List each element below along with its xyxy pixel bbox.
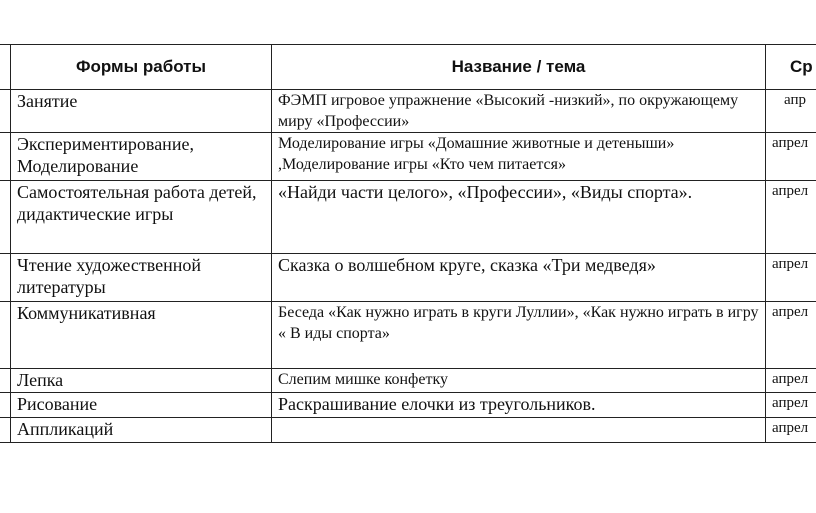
row-number-cell (0, 254, 11, 302)
table-row (0, 393, 816, 418)
row-term: апрел (766, 302, 816, 369)
row-title: Моделирование игры «Домашние животные и детеныши» ,Моделирование игры «Кто чем питается» (272, 133, 766, 181)
row-title: Раскрашивание елочки из треугольников. (272, 393, 766, 418)
table-row (0, 418, 816, 443)
row-title: Слепим мишке конфетку (272, 369, 766, 393)
row-term: апрел (766, 181, 816, 254)
row-term: апрел (766, 418, 816, 443)
row-form: Коммуникативная (11, 302, 272, 369)
row-number-cell (0, 418, 11, 443)
row-form: Рисование (11, 393, 272, 418)
row-form: Лепка (11, 369, 272, 393)
row-number-cell (0, 369, 11, 393)
header-number-cell (0, 45, 11, 90)
row-term: апрел (766, 369, 816, 393)
row-title: ФЭМП игровое упражнение «Высокий -низкий», по окружающему миру «Профессии» (272, 90, 766, 133)
work-plan-table (0, 44, 816, 443)
row-title (272, 418, 766, 443)
row-form: Экспериментирование, Моделирование (11, 133, 272, 181)
table-header-row (0, 45, 816, 90)
table-row (0, 181, 816, 254)
row-number-cell (0, 302, 11, 369)
row-number-cell (0, 90, 11, 133)
header-forms: Формы работы (11, 45, 272, 90)
table-row (0, 90, 816, 133)
header-term: Ср (766, 45, 816, 90)
row-number-cell (0, 181, 11, 254)
table-row (0, 254, 816, 302)
row-form: Аппликаций (11, 418, 272, 443)
row-term: апрел (766, 393, 816, 418)
table-row (0, 369, 816, 393)
row-number-cell (0, 393, 11, 418)
row-form: Чтение художественной литературы (11, 254, 272, 302)
row-term: апрел (766, 133, 816, 181)
row-form: Занятие (11, 90, 272, 133)
table-row (0, 133, 816, 181)
row-title: «Найди части целого», «Профессии», «Виды спорта». (272, 181, 766, 254)
row-term: апр (766, 90, 816, 133)
row-title: Беседа «Как нужно играть в круги Луллии», «Как нужно играть в игру « В иды спорта» (272, 302, 766, 369)
row-form: Самостоятельная работа детей, дидактические игры (11, 181, 272, 254)
row-title: Сказка о волшебном круге, сказка «Три медведя» (272, 254, 766, 302)
header-title: Название / тема (272, 45, 766, 90)
row-term: апрел (766, 254, 816, 302)
table-row (0, 302, 816, 369)
row-number-cell (0, 133, 11, 181)
